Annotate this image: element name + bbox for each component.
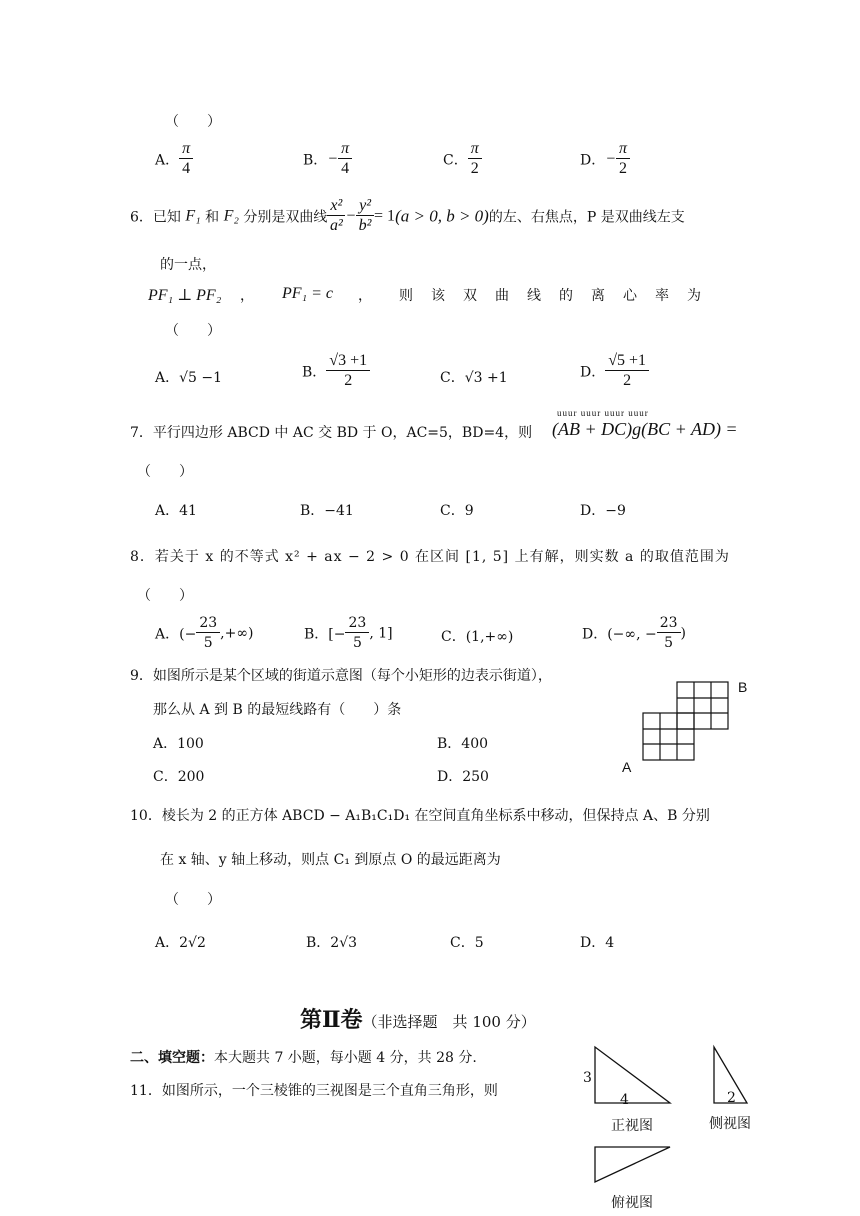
q9-option-d[interactable]: D．250 [437, 769, 489, 785]
q8-option-d[interactable]: D．(−∞, − $\frac{23}{5}$ ) [582, 615, 687, 651]
side-view-label: 侧视图 [709, 1116, 751, 1132]
q9-option-a[interactable]: A．100 [153, 736, 204, 752]
q6-option-d[interactable]: D． $\frac{√5 +1}{2}$ [580, 352, 649, 391]
q9-option-b[interactable]: B．400 [437, 736, 489, 752]
q7-option-b[interactable]: B．−41 [300, 503, 354, 519]
q6-option-a[interactable]: A．√5 −1 [155, 370, 223, 386]
front-view-dim-4: 4 [620, 1092, 629, 1108]
side-view-dim-2: 2 [727, 1090, 736, 1106]
q9-line2: 那么从 A 到 B 的最短线路有（ ）条 [153, 702, 402, 718]
q8-paren: （ ） [137, 588, 193, 604]
grid-label-b: B [738, 679, 748, 695]
q9-line1: 9．如图所示是某个区域的街道示意图（每个小矩形的边表示街道）， [130, 668, 552, 684]
q7-option-c[interactable]: C．9 [440, 503, 474, 519]
q6-perp: PF₁ ⊥ PF₂ [148, 287, 222, 304]
q11-stem: 11．如图所示，一个三棱锥的三视图是三个直角三角形，则 [130, 1083, 498, 1099]
q7-stem: 7．平行四边形 ABCD 中 AC 交 BD 于 O，AC=5，BD=4，则 [130, 425, 533, 441]
q7-option-a[interactable]: A．41 [155, 503, 197, 519]
q8-option-b[interactable]: B．[− $\frac{23}{5}$ , 1] [304, 615, 393, 651]
q6-paren: （ ） [165, 323, 221, 339]
q9-option-c[interactable]: C．200 [153, 769, 205, 785]
top-view-label: 俯视图 [611, 1195, 653, 1211]
section2-heading-line [130, 1047, 477, 1067]
grid-upper-block [677, 682, 728, 729]
front-view-dim-3: 3 [583, 1070, 592, 1086]
q10-option-a[interactable]: A．2√2 [155, 935, 206, 951]
q10-option-b[interactable]: B．2√3 [306, 935, 358, 951]
q8-option-c[interactable]: C．(1,+∞) [441, 629, 514, 645]
q5-paren: （ ） [165, 114, 221, 130]
q5-a-label: A． [155, 152, 180, 169]
grid-lower-block [643, 713, 694, 760]
q8-stem: 8．若关于 x 的不等式 x² + ax − 2 > 0 在区间 [1, 5] 上有解，则实数 a 的取值范围为 [130, 549, 730, 565]
part2-subtitle: （非选择题 共 100 分） [362, 1013, 536, 1031]
q7-option-d[interactable]: D．−9 [580, 503, 626, 519]
street-grid-diagram [640, 680, 730, 770]
grid-label-a: A [622, 759, 632, 775]
q7-paren: （ ） [137, 464, 193, 480]
q6-frac-x: $\frac{\text{x²}}{\text{a²}}$ [327, 197, 345, 236]
front-view-label: 正视图 [611, 1118, 653, 1134]
q10-paren: （ ） [165, 892, 221, 908]
q6-stem: 6．已知 F₁ 和 F₂ 分别是双曲线 $\frac{\text{x²}}{\text{a²}}$ − $\frac{\text{y²}}{\text{b²}}$ = 1(a > 0, b > 0)的左、右焦点，P 是双曲线左支 [130, 197, 685, 234]
q6-line2: 的一点， [160, 257, 216, 273]
q5-option-b[interactable]: B．− $\frac{\pi}{4}$ [303, 140, 352, 179]
q6-eccentricity-text: 则该双曲线的离心率为 [399, 288, 719, 304]
q10-option-d[interactable]: D．4 [580, 935, 615, 951]
q5-option-a[interactable]: A． $\frac{\pi}{4}$ [155, 140, 193, 179]
q6-comma2: ， [358, 288, 372, 304]
q6-eqc: PF₁ = c [282, 285, 334, 302]
q10-line1: 10．棱长为 2 的正方体 ABCD − A₁B₁C₁D₁ 在空间直角坐标系中移动，但保持点 A、B 分别 [130, 808, 710, 824]
q6-comma1: ， [240, 288, 254, 304]
q7-expr: (AB + DC)g(BC + AD) = [552, 419, 738, 439]
q10-option-c[interactable]: C．5 [450, 935, 484, 951]
q10-line2: 在 x 轴、y 轴上移动，则点 C₁ 到原点 O 的最远距离为 [160, 852, 501, 868]
section2-desc: 本大题共 7 小题，每小题 4 分，共 28 分. [214, 1050, 477, 1066]
top-view-diagram [593, 1145, 673, 1185]
q8-option-a[interactable]: A．(− $\frac{23}{5}$ ,+∞) [155, 615, 254, 651]
q5-option-c[interactable]: C． $\frac{\pi}{2}$ [443, 140, 482, 179]
q6-option-c[interactable]: C．√3 +1 [440, 370, 508, 386]
q7-vector-arrows: uuur uuur uuur uuur [557, 408, 649, 418]
q6-option-b[interactable]: B． $\frac{√3 +1}{2}$ [302, 352, 370, 391]
q5-option-d[interactable]: D．− $\frac{\pi}{2}$ [580, 140, 630, 179]
q6-frac-y: $\frac{\text{y²}}{\text{b²}}$ [356, 197, 374, 236]
section2-heading: 二、填空题： [130, 1050, 214, 1066]
front-view-diagram [593, 1045, 673, 1105]
part2-title: 第Ⅱ卷（非选择题 共 100 分） [300, 1007, 536, 1033]
